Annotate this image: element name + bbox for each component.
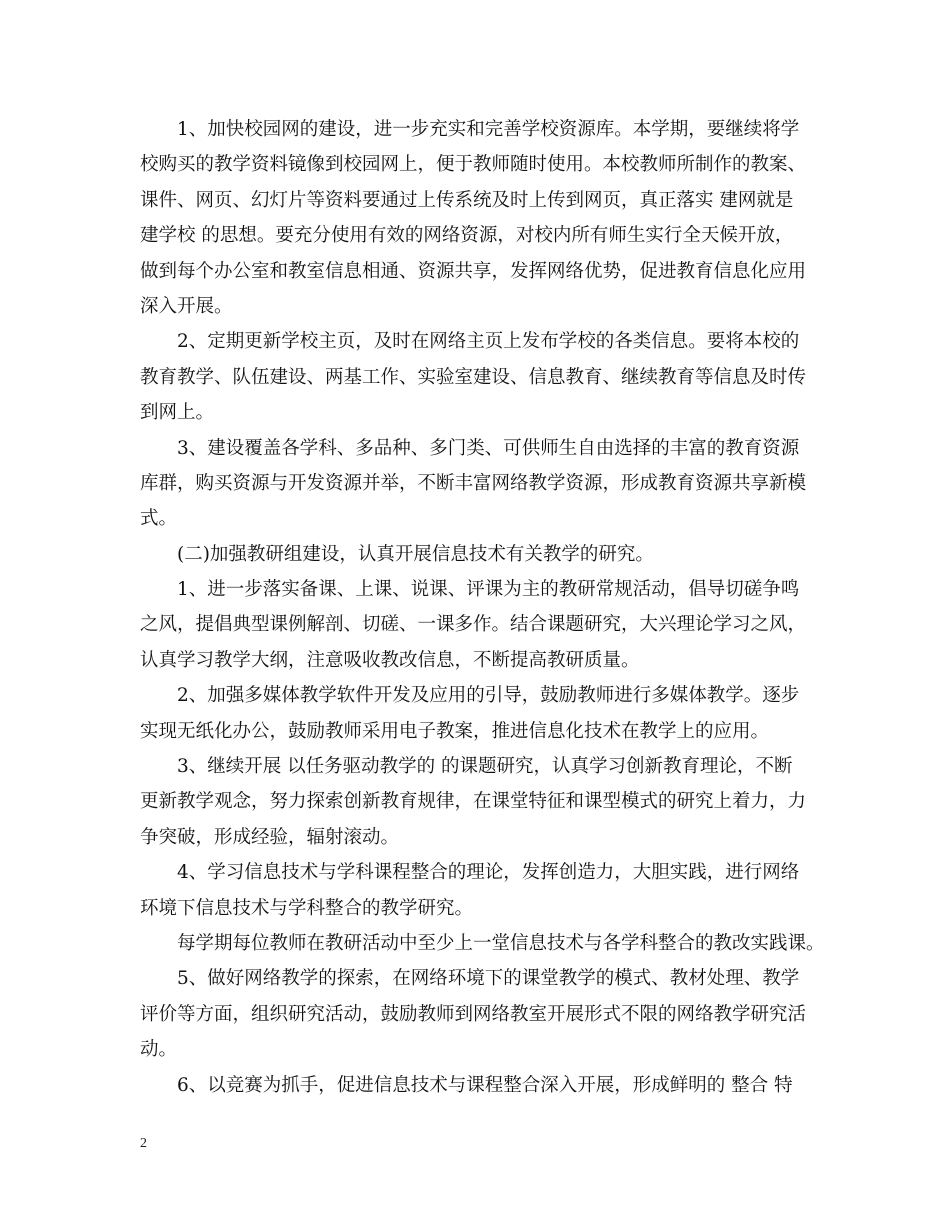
paragraph-line: 评价等方面，组织研究活动，鼓励教师到网络教室开展形式不限的网络教学研究活 [140,1003,807,1025]
paragraph-line: 更新教学观念，努力探索创新教育规律，在课堂特征和课型模式的研究上着力，力 [140,791,807,813]
paragraph-line: 做到每个办公室和教室信息相通、资源共享，发挥网络优势，促进教育信息化应用 [140,260,807,282]
paragraph-line: 3、建设覆盖各学科、多品种、多门类、可供师生自由选择的丰富的教育资源 [177,437,800,459]
paragraph-line: 式。 [140,508,178,530]
paragraph-line: 6、以竞赛为抓手，促进信息技术与课程整合深入开展，形成鲜明的 整合 特 [177,1074,793,1096]
section-heading: (二)加强教研组建设，认真开展信息技术有关教学的研究。 [177,543,654,565]
paragraph-line: 4、学习信息技术与学科课程整合的理论，发挥创造力，大胆实践，进行网络 [177,862,800,884]
paragraph-line: 校购买的教学资料镜像到校园网上，便于教师随时使用。本校教师所制作的教案、 [140,154,807,176]
paragraph-line: 动。 [140,1039,178,1061]
paragraph-line: 1、进一步落实备课、上课、说课、评课为主的教研常规活动，倡导切磋争鸣 [177,579,800,601]
paragraph-line: 建学校 的思想。要充分使用有效的网络资源，对校内所有师生实行全天候开放， [140,225,794,247]
paragraph-line: 环境下信息技术与学科整合的教学研究。 [140,897,474,919]
paragraph-line: 认真学习教学大纲，注意吸收教改信息，不断提高教研质量。 [140,649,640,671]
paragraph-line: 教育教学、队伍建设、两基工作、实验室建设、信息教育、继续教育等信息及时传 [140,366,807,388]
paragraph-line: 2、定期更新学校主页，及时在网络主页上发布学校的各类信息。要将本校的 [177,331,800,353]
paragraph-line: 每学期每位教师在教研活动中至少上一堂信息技术与各学科整合的教改实践课。 [177,932,825,954]
paragraph-line: 实现无纸化办公，鼓励教师采用电子教案，推进信息化技术在教学上的应用。 [140,720,770,742]
paragraph-line: 1、加快校园网的建设，进一步充实和完善学校资源库。本学期，要继续将学 [177,119,800,140]
paragraph-line: 课件、网页、幻灯片等资料要通过上传系统及时上传到网页，真正落实 建网就是 [140,189,794,211]
paragraph-line: 库群，购买资源与开发资源并举，不断丰富网络教学资源，形成教育资源共享新模 [140,472,807,494]
paragraph-line: 深入开展。 [140,295,233,317]
paragraph-line: 3、继续开展 以任务驱动教学的 的课题研究，认真学习创新教育理论，不断 [177,756,793,778]
paragraph-line: 2、加强多媒体教学软件开发及应用的引导，鼓励教师进行多媒体教学。逐步 [177,685,800,707]
paragraph-line: 到网上。 [140,402,215,424]
document-body [140,112,830,1103]
paragraph-line: 之风，提倡典型课例解剖、切磋、一课多作。结合课题研究，大兴理论学习之风， [140,614,807,636]
paragraph-line: 5、做好网络教学的探索，在网络环境下的课堂教学的模式、教材处理、教学 [177,968,800,990]
paragraph-line: 争突破，形成经验，辐射滚动。 [140,826,400,848]
page-number: 2 [140,1136,147,1151]
